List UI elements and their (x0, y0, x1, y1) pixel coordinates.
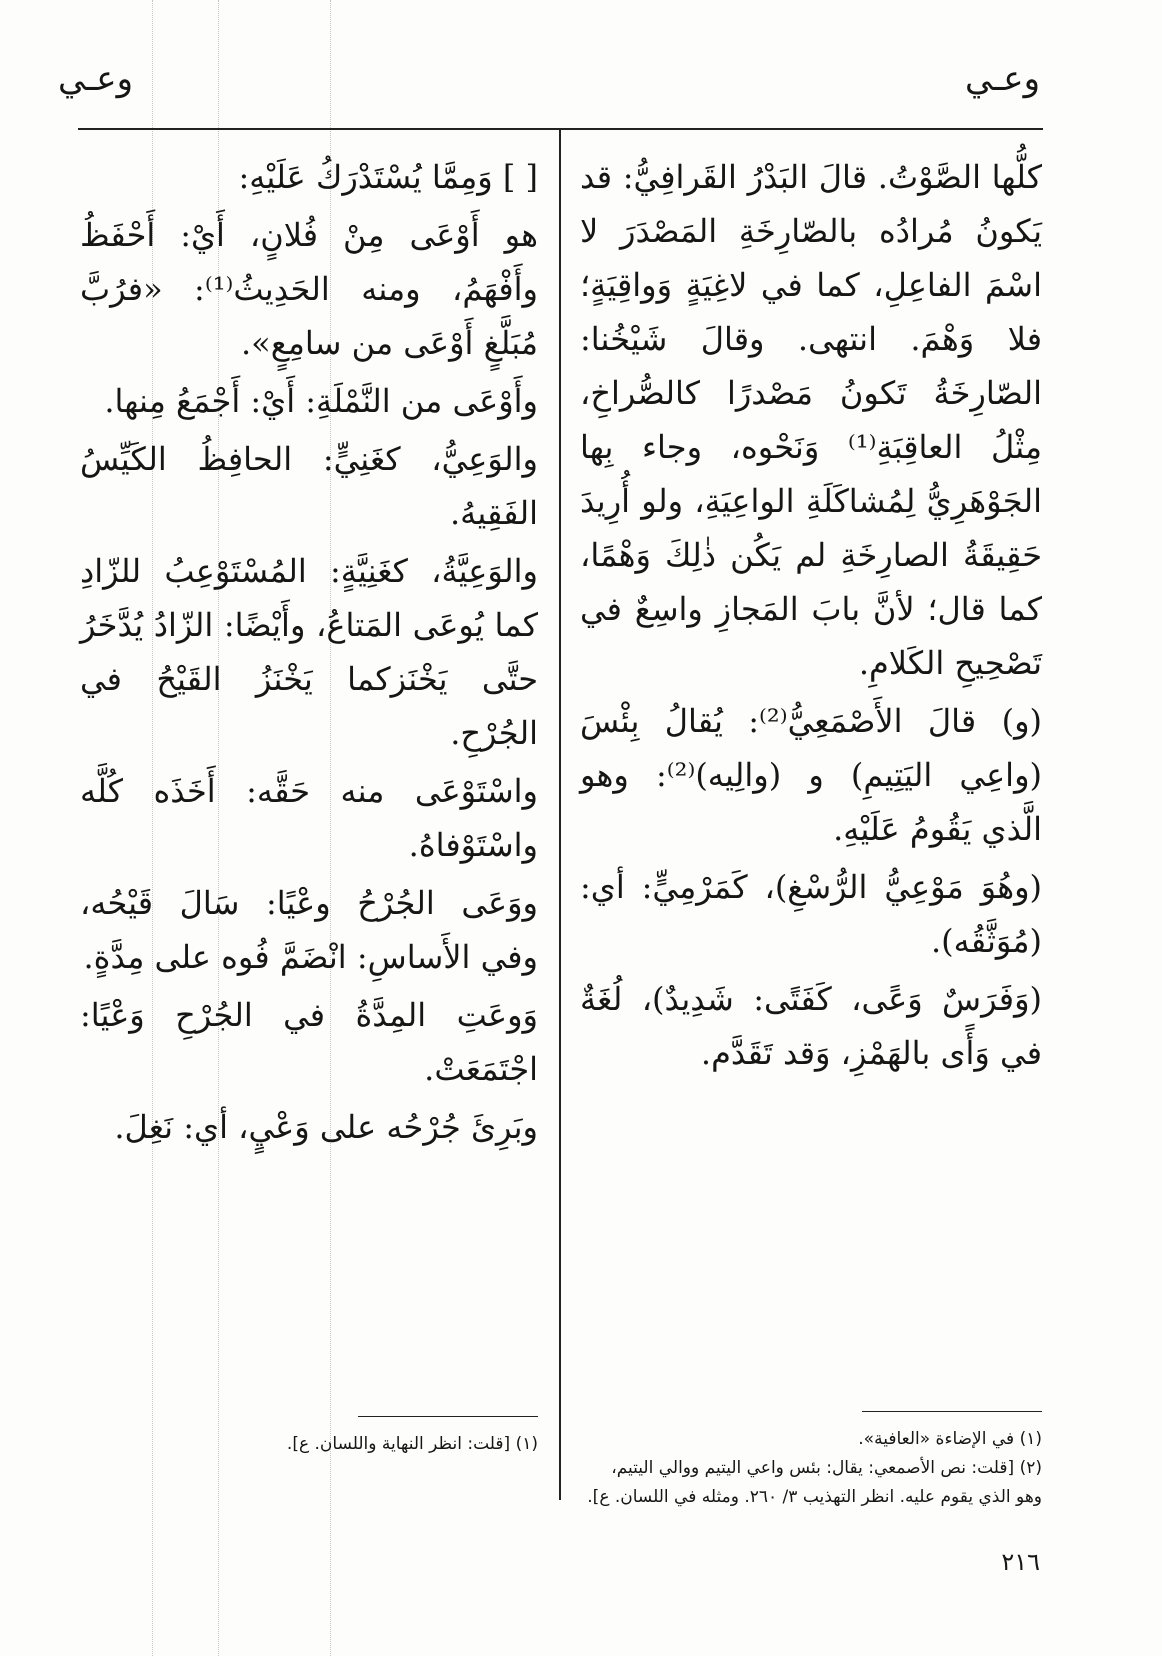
paragraph: والوَعِيُّ، كغَنِيٍّ: الحافِظُ الكَيِّسُ الفَقِيهُ. (80, 440, 538, 532)
paragraph: ووَعَى الجُرْحُ وعْيًا: سَالَ قَيْحُه، وفي الأَساسِ: انْضَمَّ فُوه على مِدَّةٍ. (80, 884, 538, 976)
running-header-left: وعـي (58, 59, 134, 99)
paragraph: هو أَوْعَى مِنْ فُلانٍ، أَيْ: أَحْفَظُ وأَفْهَمُ، ومنه الحَدِيثُ⁽¹⁾: «فرُبَّ مُبَلَّغٍ أَوْعَى من سامِعٍ». (80, 216, 538, 362)
running-header-right: وعـي (964, 59, 1040, 99)
footnotes-left (80, 1430, 538, 1459)
paragraph: وأَوْعَى من النَّمْلَةِ: أَيْ: أَجْمَعُ مِنها. (104, 382, 538, 420)
paragraph: وبَرِئَ جُرْحُه على وَعْيٍ، أي: نَغِلَ. (114, 1108, 538, 1146)
paragraph: كلُّها الصَّوْتُ. قالَ البَدْرُ القَرافِيُّ: قد يَكونُ مُرادُه بالصّارِخَةِ المَصْدَرَ لا اسْمَ الفاعِلِ، كما في لاغِيَةٍ وَواقِيَةٍ؛ فلا وَهْمَ. انتهى. وقالَ شَيْخُنا: الصّارِخَةُ تَكونُ مَصْدرًا كالصُّراخِ، مِثْلُ العاقِبَةِ⁽¹⁾ وَنَحْوه، وجاء بِها الجَوْهَرِيُّ لِمُشاكَلَةِ الواعِيَةِ، ولو أُرِيدَ حَقِيقَةُ الصارِخَةِ لم يَكُن ذٰلِكَ وَهْمًا، كما قال؛ لأنَّ بابَ المَجازِ واسِعٌ في تَصْحِيحِ الكَلامِ. (580, 158, 1043, 682)
paragraph: والوَعِيَّةُ، كغَنِيَّةٍ: المُسْتَوْعِبُ للزّادِ كما يُوعَى المَتاعُ، وأَيْضًا: الزّادُ يُدَّخَرُ حتَّى يَخْنَزكما يَخْنَزُ القَيْحُ في الجُرْحِ. (80, 552, 538, 752)
footnote-rule (862, 1411, 1042, 1412)
column-divider (559, 128, 561, 1500)
page-number: ٢١٦ (1001, 1548, 1040, 1576)
left-column (80, 150, 538, 1158)
footnotes-right (580, 1425, 1042, 1512)
footnote: (٢) [قلت: نص الأصمعي: يقال: بئس واعي اليتيم ووالي اليتيم، وهو الذي يقوم عليه. انظر التهذيب ٣/ ٢٦٠. ومثله في اللسان. ع]. (587, 1458, 1042, 1507)
paragraph: (وَفَرَسٌ وَعًى، كَفَتًى: شَدِيدٌ)، لُغَةٌ في وَأًى بالهَمْزِ، وَقد تَقَدَّم. (580, 980, 1042, 1072)
footnote: (١) [قلت: انظر النهاية واللسان. ع]. (286, 1434, 538, 1454)
paragraph: [ ] وَمِمَّا يُسْتَدْرَكُ عَلَيْهِ: (238, 158, 538, 196)
paragraph: وَوعَتِ المِدَّةُ في الجُرْحِ وَعْيًا: اجْتَمَعَتْ. (80, 996, 538, 1088)
footnote: (١) في الإضاءة «العافية». (858, 1429, 1042, 1449)
paragraph: واسْتَوْعَى منه حَقَّه: أَخَذَه كُلَّه واسْتَوْفاهُ. (80, 772, 538, 864)
paragraph: (وهُوَ مَوْعِيُّ الرُّسْغِ)، كَمَرْمِيٍّ: أي: (مُوَثَّقُه). (580, 868, 1042, 960)
right-column (580, 150, 1042, 1084)
paragraph: (و) قالَ الأَصْمَعِيُّ⁽²⁾: يُقالُ بِئْسَ (واعِي اليَتِيمِ) و (والِيه)⁽²⁾: وهو الَّذي يَقُومُ عَلَيْهِ. (580, 702, 1043, 848)
footnote-rule (358, 1416, 538, 1417)
